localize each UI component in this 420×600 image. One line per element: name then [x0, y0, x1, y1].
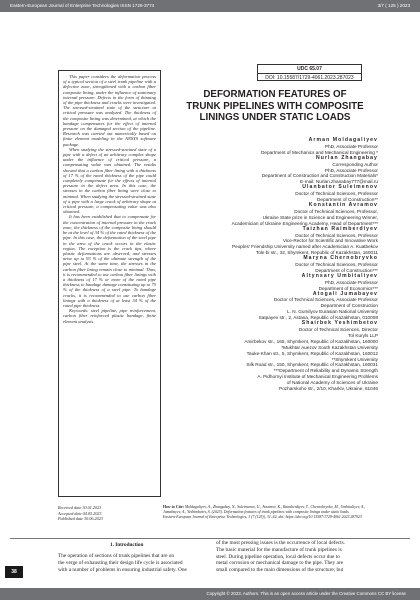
author-affiliation-line: Tole bi str., 32, Shymkent, Republic of Kazakhstan, 160011: [255, 250, 378, 256]
accepted-date: Accepted date 04.05.2023: [58, 510, 102, 516]
author-affiliation-line: L. N. Gumilyov Eurasian National University: [287, 309, 378, 315]
author-affiliation-line: Corresponding Author: [332, 161, 378, 167]
title-line: DEFORMATION FEATURES OF: [203, 89, 347, 100]
received-date: Received date 30.01.2023: [58, 505, 102, 510]
author-affiliation-line: Doctor of Technical Sciences, Director: [298, 327, 378, 332]
author-name: Shairbek Yeshimbetov: [301, 320, 378, 327]
citation-line: Eastern-European Journal of Enterprise Technologies, 3 (7 (125)), 31–42. doi: https://doi.org/10.15587/1729-4061.2023.287023: [163, 515, 362, 520]
author-name: Atogali Jumabayev: [312, 290, 378, 297]
udc-doi-box: [257, 64, 362, 81]
published-date: Published date 30.06.2023: [58, 516, 103, 522]
title-line: LININGS UNDER STATIC LOADS: [199, 112, 351, 123]
author-affiliation-line: Silk Road str., 150, Shymkent, Republic of Kazakhstan, 160031: [246, 362, 378, 368]
author-affiliation-line: Pozharskoho str., 2/10, Kharkiv, Ukraine, 61046: [279, 386, 378, 392]
author-name: Arman Moldagaliyev: [308, 137, 378, 143]
author-affiliation-line: PhD, Associate Professor: [324, 279, 378, 285]
author-name: Altynsary Umbitaliyev: [301, 272, 378, 279]
author-affiliation-line: Department of Construction: [320, 303, 378, 309]
author-affiliation-line: Satpayev str., 2, Astana, Republic of Kazakhstan, 010008: [258, 315, 378, 321]
author-affiliation-line: A. Pidhornyi Institute of Mechanical Engineering Problems: [257, 374, 378, 380]
body-column-left: [58, 553, 204, 573]
author-affiliation-line: Ukraine State prize in Science and Engineering Winner,: [262, 214, 378, 220]
author-name: Ulanbator Suleimenov: [302, 184, 378, 191]
abstract-paragraph: It has been established that to compensate for the concentration of internal pressure in the crack zone, the thickness of the composite lining should be at the level of 34 % of the rated thickness of the pipe. In this case, the deformation of the steel pipe in the area of the crack occurs in the elastic region. The exception is the crack tips, where plastic deformations are observed, and stresses arise up to 93 % of the ultimate strength of the pipe steel. At the same time, the stresses in the carbon fiber lining remain close to minimal. Thus, it is recommended to use carbon fiber linings with a thickness of 17 % or more of the rated pipe thickness to bandage damage constituting up to 75 % of the thickness of a steel pipe. To bandage cracks, it is recommended to use carbon fiber linings with a thickness of at least 34 % of the rated pipe thickness: [63, 214, 156, 308]
journal-name: Eastern-European Journal of Enterprise Technologies ISSN 1729-3774: [10, 3, 155, 8]
author-affiliation-line: Department of Mechanics and Mechanical Engineering *: [261, 149, 378, 155]
author-affiliation-line: PhD, Associate Professor: [324, 167, 378, 173]
author-name: Taizhan Raimberdiyev: [302, 225, 378, 232]
body-line: of the most pressing issues is the occurrence of local defects.: [216, 540, 345, 546]
body-line: The operation of sections of trunk pipelines that are on: [58, 553, 175, 559]
author-affiliation-line: E-mail: Nurlan.zhanabay777@mail.ru: [300, 179, 378, 185]
author-affiliation-line: ***Department of Reliability and Dynamic Strength: [273, 368, 378, 374]
abstract-paragraph: This paper considers the deformation process of a typical section of a steel trunk pipeline with a defective zone, strengthened with a carbon fiber composite lining, under the influence of stationary internal pressure. Defects in the form of thinning of the pipe thickness and cracks were investigated. The stressed-strained state of the structure at critical pressure was analyzed. The thickness of the composite lining was determined, at which the bandage compensates for the effect of internal pressure on the damaged section of the pipeline. Research was carried out numerically based on finite element modeling in the ANSYS software package.: [63, 74, 156, 147]
author-name: Nurlan Zhangabay: [315, 154, 378, 161]
doi-link[interactable]: DOI: 10.15587/1729-4061.2023.287023: [265, 75, 354, 81]
body-line: small compared to the main dimensions of the structure; but: [216, 567, 344, 574]
abstract-keywords: Keywords: steel pipeline, pipe reinforcement, carbon fiber reinforced plastic bandage, finite element analysis: [63, 308, 156, 324]
section-divider: [10, 538, 410, 539]
udc-code: UDC 65.07: [258, 65, 361, 74]
author-affiliation-line: Department of Construction**: [317, 197, 378, 203]
body-line: steel. During pipeline operation, local defects occur due to: [216, 553, 340, 560]
section-heading: 1. Introduction: [110, 542, 144, 548]
author-affiliation-line: of National Academy of Sciences of Ukraine: [286, 380, 378, 386]
author-affiliation-line: Academician of Ukraine Engineering Academy, Head of Department***: [231, 220, 378, 226]
citation-line: How to Cite: Moldagaliyev, A., Zhangabay, N., Suleimenov, U., Avramov, K., Raimberdiyev, T., Chernobryvko, M., Umbitaliyev, A.,: [163, 505, 366, 509]
author-affiliation-line: Doctor of Technical Sciences, Professor: [295, 191, 378, 197]
author-affiliation-line: Department of Construction and Construction Materials*: [261, 173, 378, 179]
author-affiliation-line: Department of Construction***: [315, 267, 378, 273]
body-column-right: [216, 540, 378, 574]
author-affiliation-line: Tauke-Khan str., 5, Shymkent, Republic of Kazakhstan, 160012: [246, 350, 378, 356]
author-affiliation-line: Amirbekov str., 165, Shymkent, Republic of Kazakhstan, 160000: [244, 338, 378, 344]
author-name: Konstantin Avramov: [308, 201, 378, 208]
author-affiliation-line: Doctor of Technical Sciences, Professor,: [294, 208, 378, 214]
license-text: Copyright © 2023, Authors. This is an open access article under the Creative Commons CC BY license: [206, 591, 406, 596]
author-affiliation-line: Peoples' Friendship University named after Academician A. Kuatbekov: [231, 244, 378, 250]
title-line: TRUNK PIPELINES WITH COMPOSITE: [186, 100, 364, 112]
author-affiliation-line: Doctor of Technical Sciences, Associate Professor: [273, 297, 378, 303]
journal-header-bar: [0, 0, 420, 12]
author-affiliation-line: Doctor of Technical Sciences, Professor: [295, 262, 378, 268]
page-number: 38: [5, 566, 23, 578]
author-affiliation-line: Doctor of Technical Sciences, Professor: [295, 232, 378, 238]
how-to-cite: [163, 505, 379, 520]
article-title: [172, 89, 378, 124]
author-list: [170, 138, 378, 392]
author-affiliation-line: *Mukhtar Auezov South Kazakhstan University: [281, 344, 378, 350]
author-affiliation-line: Department of Economics***: [318, 285, 378, 291]
article-dates: [58, 505, 163, 522]
citation-line: Jumabayev, A., Yeshimbetov, S. (2023). Deformation features of trunk pipelines with composite linings under static loads.: [163, 510, 350, 515]
body-line: metal corrosion or mechanical damage to the pipe. They are: [216, 560, 343, 567]
body-line: the verge of exhausting their design life cycle is associated: [58, 559, 183, 566]
author-affiliation-line: PhD, Associate Professor: [324, 143, 378, 149]
author-affiliation-line: **Shymkent University: [331, 356, 378, 362]
abstract-paragraph: When studying the stressed-strained state of a pipe with a defect of an arbitrary complex shape under the influence of critical pressure, a compensating value was obtained. The results showed that a carbon fiber lining with a thickness of 17 % of the rated thickness of the pipe could completely compensate for the effects of internal pressure in the defect area. In this case, the stresses in the carbon fiber lining were close to minimal. When studying the stressed-strained state of a pipe with a large crack of arbitrary shape at critical pressure, a compensating value was also obtained.: [63, 146, 156, 215]
body-line: with a number of problems in ensuring industrial safety. One: [58, 566, 187, 573]
citation-label: How to Cite:: [163, 505, 184, 509]
license-footer: [0, 588, 420, 600]
journal-issue: 3/7 ( 125 ) 2023: [377, 3, 410, 8]
author-name: Maryna Chernobryvko: [303, 255, 378, 262]
author-affiliation-line: Vice-Rector for Scientific and Innovative Work: [282, 238, 378, 244]
abstract-box: [58, 70, 161, 497]
author-affiliation-line: Tol Kuryls LLP: [348, 332, 378, 338]
body-line: The basic material for the manufacture of trunk pipelines is: [216, 546, 342, 553]
